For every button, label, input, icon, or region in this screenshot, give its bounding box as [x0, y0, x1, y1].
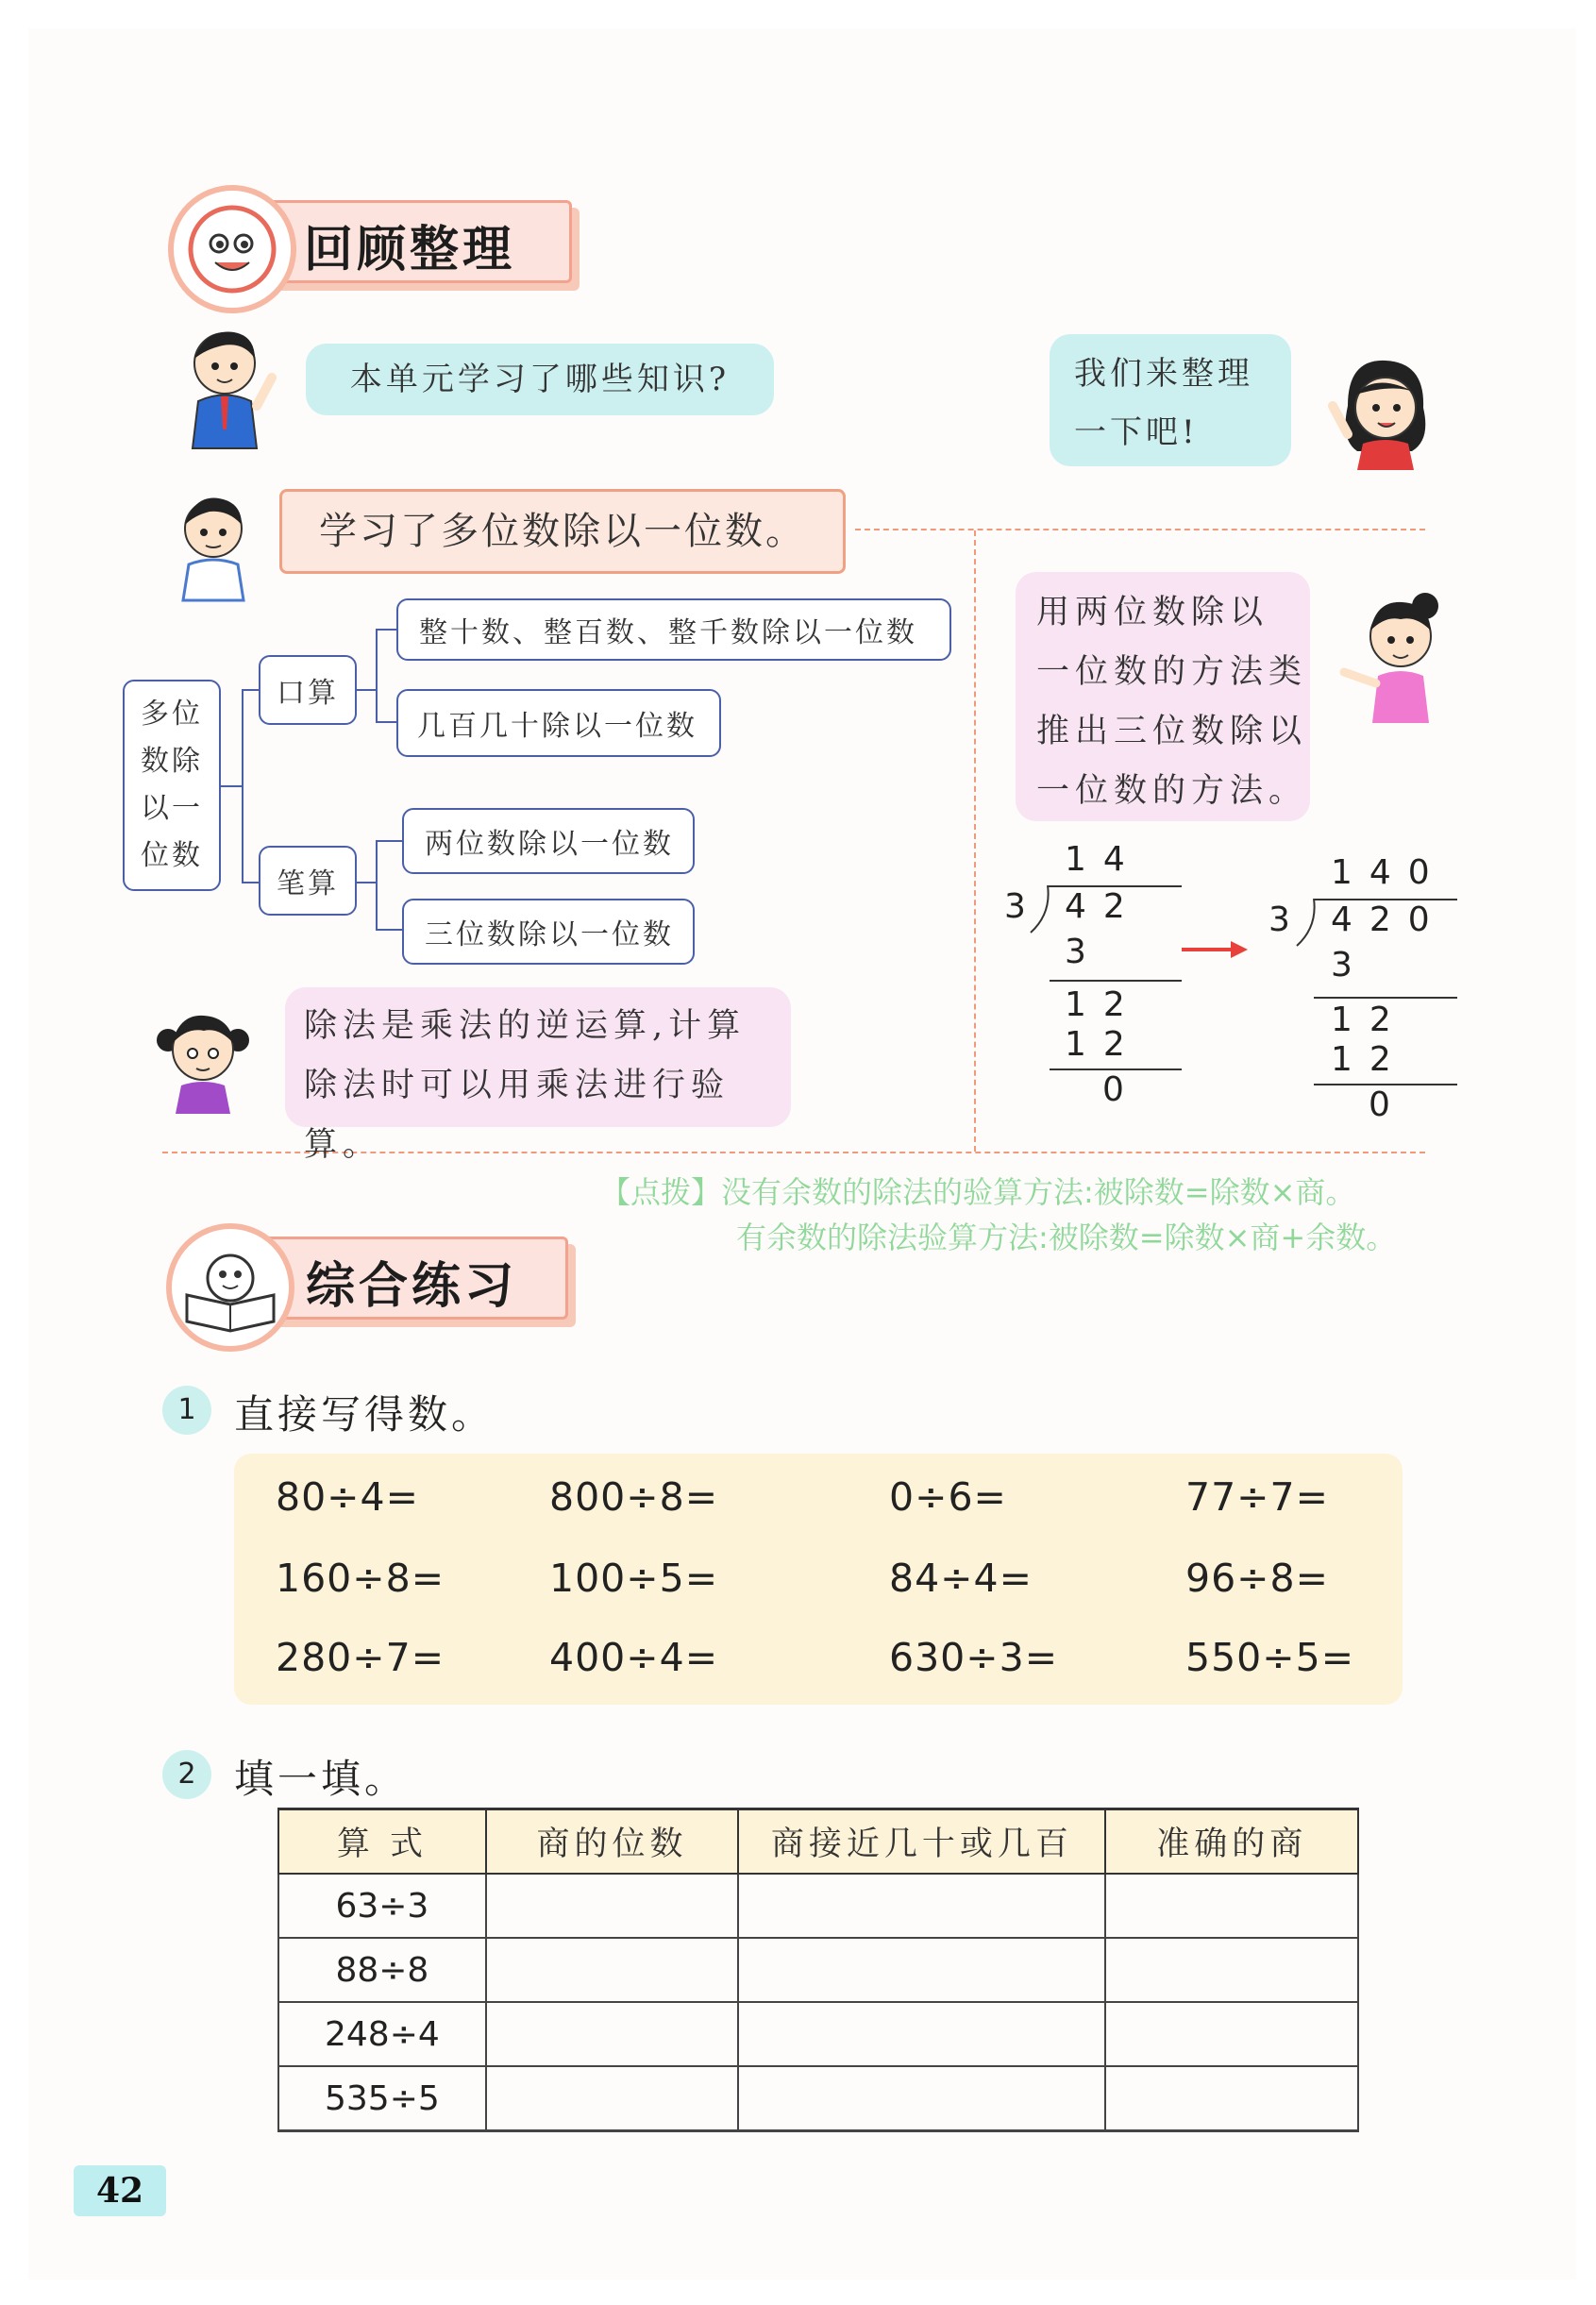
- tree-connector: [376, 929, 402, 931]
- division-large-step-4: 0: [1369, 1085, 1407, 1124]
- division-large-quotient: 140: [1331, 853, 1447, 892]
- header-quotient-estimate: 商接近几十或几百: [738, 1809, 1105, 1875]
- exercise-2-number: 2: [162, 1750, 211, 1799]
- answer-cell-estimate[interactable]: [738, 1874, 1105, 1938]
- tree-written-item-1-text: 两位数除以一位数: [425, 828, 674, 861]
- tree-written-box: [259, 846, 357, 916]
- tree-root-line-3: 以一: [141, 792, 203, 825]
- division-large-step-1: 3: [1331, 946, 1369, 984]
- calc-r3-c1: 280÷7=: [276, 1635, 445, 1680]
- tree-root-box: [123, 680, 221, 891]
- calc-r2-c2: 100÷5=: [549, 1556, 719, 1601]
- boy-avatar: [177, 321, 291, 457]
- division-large-bracket: [1295, 899, 1316, 948]
- fill-table: [277, 1808, 1359, 2132]
- tree-root-line-4: 位数: [141, 839, 203, 872]
- tree-connector: [376, 840, 378, 931]
- analogy-line-4: 一位数的方法。: [1036, 772, 1308, 810]
- pigtail-girl-avatar: [151, 1002, 255, 1119]
- tree-oral-item-2: [396, 689, 721, 757]
- analogy-line-1: 用两位数除以: [1036, 594, 1269, 631]
- answer-cell-digits[interactable]: [486, 1938, 738, 2002]
- tree-connector: [357, 882, 376, 883]
- question-text: 本单元学习了哪些知识?: [349, 361, 731, 398]
- tree-written-item-1: [402, 808, 695, 874]
- thinking-boy-avatar: [166, 489, 270, 606]
- analogy-line-2: 一位数的方法类: [1036, 653, 1308, 691]
- division-small-divisor: 3: [1004, 887, 1043, 926]
- answer-cell-estimate[interactable]: [738, 2002, 1105, 2066]
- answer-cell-digits[interactable]: [486, 2066, 738, 2131]
- table-row: [278, 1874, 1358, 1938]
- analogy-bubble: [1016, 572, 1310, 821]
- expression-cell: 535÷5: [278, 2066, 486, 2131]
- exercise-2-title: 填一填。: [234, 1756, 409, 1802]
- division-large: [1265, 853, 1463, 1136]
- expression-cell: 88÷8: [278, 1938, 486, 2002]
- answer-cell-digits[interactable]: [486, 2002, 738, 2066]
- exercise-1-title: 直接写得数。: [234, 1391, 496, 1438]
- tree-oral-label: 口算: [277, 677, 339, 710]
- reply-line-2: 一下吧!: [1074, 413, 1199, 451]
- division-small-step-1: 3: [1065, 933, 1103, 971]
- tree-connector: [357, 689, 376, 691]
- calc-r1-c3: 0÷6=: [889, 1474, 1007, 1520]
- exercise-1-number: 1: [162, 1386, 211, 1435]
- calc-r2-c3: 84÷4=: [889, 1556, 1033, 1601]
- review-title: 回顾整理: [304, 222, 516, 278]
- tree-root-line-1: 多位: [141, 698, 203, 731]
- division-large-step-2: 12: [1331, 1001, 1408, 1039]
- tree-connector: [376, 840, 402, 842]
- division-small: [1000, 840, 1189, 1114]
- answer-cell-estimate[interactable]: [738, 2066, 1105, 2131]
- tree-written-item-2-text: 三位数除以一位数: [425, 918, 674, 951]
- division-small-step-4: 0: [1102, 1070, 1141, 1109]
- division-small-bracket: [1029, 885, 1050, 934]
- expression-cell: 63÷3: [278, 1874, 486, 1938]
- tip-line-1: 【点拨】没有余数的除法的验算方法:被除数=除数×商。: [600, 1174, 1356, 1210]
- dashed-divider-top: [855, 529, 1425, 530]
- tree-connector: [242, 689, 259, 691]
- division-small-dividend: 42: [1065, 887, 1142, 926]
- division-large-rule-1: [1314, 997, 1457, 999]
- header-exact-quotient: 准确的商: [1105, 1809, 1358, 1875]
- reply-bubble: [1050, 334, 1291, 466]
- division-small-step-3: 12: [1065, 1025, 1142, 1064]
- analogy-line-3: 推出三位数除以: [1036, 713, 1308, 750]
- pointing-girl-avatar: [1335, 581, 1457, 727]
- girl-avatar: [1319, 349, 1442, 476]
- tree-connector: [376, 629, 396, 631]
- calc-r3-c3: 630÷3=: [889, 1635, 1059, 1680]
- answer-cell-exact[interactable]: [1105, 1874, 1358, 1938]
- tree-connector: [221, 785, 242, 787]
- tree-oral-item-1-text: 整十数、整百数、整千数除以一位数: [419, 616, 917, 649]
- tip-line-2: 有余数的除法验算方法:被除数=除数×商+余数。: [736, 1220, 1397, 1255]
- calc-r2-c1: 160÷8=: [276, 1556, 445, 1601]
- tree-oral-box: [259, 655, 357, 725]
- calc-r2-c4: 96÷8=: [1185, 1556, 1329, 1601]
- book-mascot-icon: [166, 1223, 294, 1352]
- calc-r1-c1: 80÷4=: [276, 1474, 419, 1520]
- practice-title: 综合练习: [306, 1258, 518, 1315]
- learned-text: 学习了多位数除以一位数。: [319, 510, 806, 553]
- division-small-rule-1: [1050, 980, 1182, 982]
- tree-connector: [376, 629, 378, 723]
- question-bubble: [306, 344, 774, 415]
- dashed-divider-vertical: [974, 530, 976, 1152]
- division-small-quotient: 14: [1065, 840, 1142, 879]
- tree-connector: [242, 689, 244, 882]
- answer-cell-exact[interactable]: [1105, 1938, 1358, 2002]
- answer-cell-estimate[interactable]: [738, 1938, 1105, 2002]
- calc-r3-c2: 400÷4=: [549, 1635, 719, 1680]
- tree-oral-item-1: [396, 598, 951, 661]
- check-line-2: 除法时可以用乘法进行验算。: [304, 1067, 731, 1164]
- division-large-divisor: 3: [1268, 900, 1307, 939]
- tree-written-item-2: [402, 899, 695, 965]
- check-line-1: 除法是乘法的逆运算,计算: [304, 1007, 747, 1045]
- learned-bubble: [279, 489, 846, 574]
- page-number: 42: [74, 2165, 166, 2216]
- tree-connector: [376, 721, 396, 723]
- fill-table-header: [278, 1809, 1358, 1875]
- division-large-step-3: 12: [1331, 1040, 1408, 1079]
- reply-line-1: 我们来整理: [1074, 355, 1253, 393]
- header-quotient-digits: 商的位数: [486, 1809, 738, 1875]
- check-bubble: [285, 987, 791, 1164]
- clock-mascot-icon: [168, 185, 296, 313]
- answer-cell-exact[interactable]: [1105, 2002, 1358, 2066]
- red-arrow-icon: [1182, 938, 1252, 961]
- tree-written-label: 笔算: [277, 867, 339, 900]
- answer-cell-digits[interactable]: [486, 1874, 738, 1938]
- calc-r3-c4: 550÷5=: [1185, 1635, 1355, 1680]
- tree-root-line-2: 数除: [141, 745, 203, 778]
- division-large-dividend: 420: [1331, 900, 1447, 939]
- division-small-step-2: 12: [1065, 985, 1142, 1024]
- tree-connector: [242, 882, 259, 883]
- calc-r1-c4: 77÷7=: [1185, 1474, 1329, 1520]
- table-row: [278, 1938, 1358, 2002]
- header-expression: 算 式: [278, 1809, 486, 1875]
- table-row: [278, 2066, 1358, 2131]
- answer-cell-exact[interactable]: [1105, 2066, 1358, 2131]
- table-row: [278, 2002, 1358, 2066]
- tree-oral-item-2-text: 几百几十除以一位数: [417, 710, 697, 743]
- calc-r1-c2: 800÷8=: [549, 1474, 719, 1520]
- expression-cell: 248÷4: [278, 2002, 486, 2066]
